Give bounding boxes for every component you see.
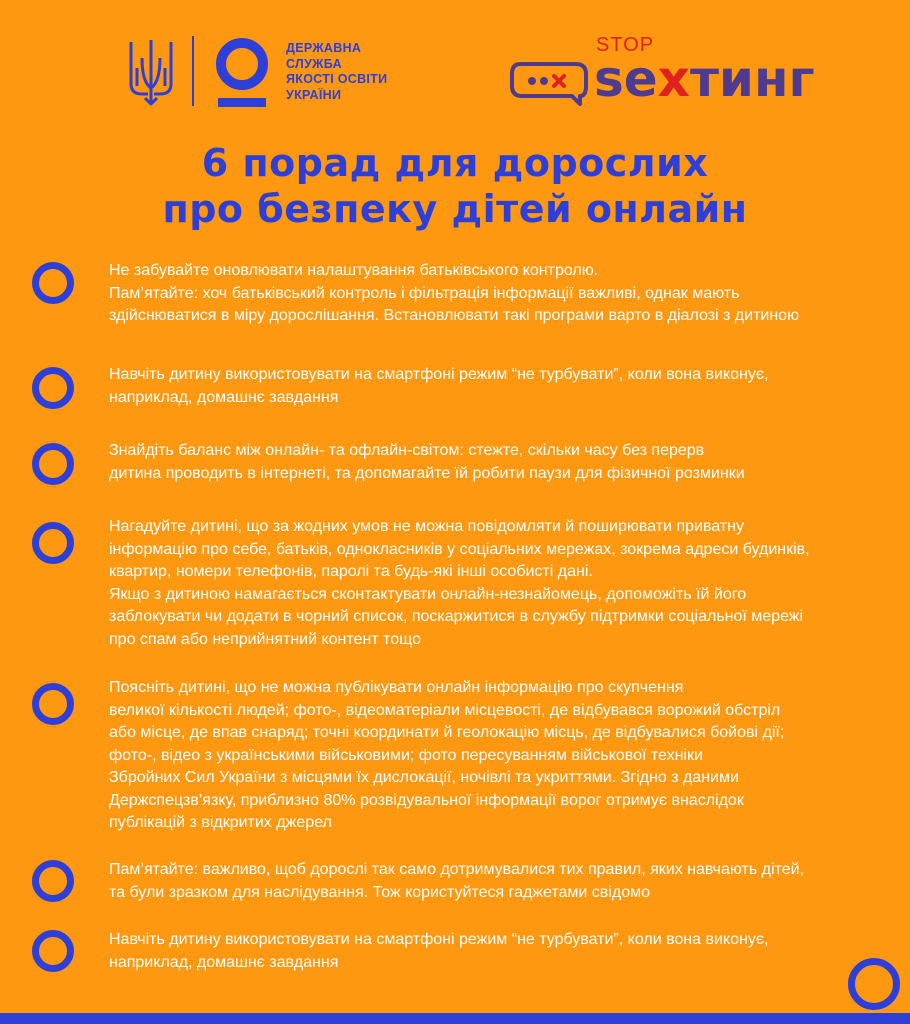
tip-line: дитина проводить в інтернеті, та допомагайте їй робити паузи для фізичної розминки <box>109 464 745 482</box>
tip-text <box>109 440 889 485</box>
title-line: 6 порад для дорослих <box>201 141 709 185</box>
header <box>0 0 910 125</box>
tip-line: наприклад, домашнє завдання <box>109 388 339 406</box>
tip-line: публікацій з відкритих джерел <box>109 814 332 831</box>
bullet-ring-icon <box>32 522 74 564</box>
tip-line: Навчіть дитину використовувати на смартфоні режим “не турбувати”, коли вона виконує, <box>109 931 769 948</box>
tip-line: або місце, де впав снаряд; точні координати й геолокацію місць, де відбувалися бойові дії; <box>109 724 785 741</box>
tip-line: Поясніть дитині, що не можна публікувати онлайн інформацію про скупчення <box>109 679 684 696</box>
tip-text <box>109 859 889 904</box>
page-title <box>0 140 910 232</box>
tip-line: Держспецзв’язку, приблизно 80% розвідувальної інформації ворог отримує внаслідок <box>109 791 744 809</box>
sexting-suffix: тинг <box>689 50 815 108</box>
tip-line: Нагадуйте дитині, що за жодних умов не можна повідомляти й поширювати приватну <box>109 518 744 535</box>
tip-line: квартир, номери телефонів, паролі та будь-які інші особисті дані. <box>109 563 593 580</box>
bullet-ring-icon <box>32 930 74 972</box>
bullet-ring-icon <box>32 683 74 725</box>
org-name-line: СЛУЖБА <box>286 56 342 71</box>
bullet-ring-icon <box>32 262 74 304</box>
org-name-line: ДЕРЖАВНА <box>286 41 362 55</box>
tip-line: Збройних Сил України з місцями їх дислокації, ночівлі та укриттями. Згідно з даними <box>109 769 739 786</box>
tip-text <box>109 677 889 835</box>
tip-line: заблокувати чи додати в чорний список, поскаржитися в службу підтримки соціальної мережі <box>109 608 804 625</box>
tip-text <box>109 260 889 328</box>
tip-line: Пам’ятайте: хоч батьківський контроль і фільтрація інформації важливі, однак мають <box>109 284 740 302</box>
corner-ring-icon <box>848 958 900 1010</box>
tip-text <box>109 516 889 651</box>
tip-line: Навчіть дитину використовувати на смартфоні режим “не турбувати”, коли вона виконує, <box>109 366 769 383</box>
sexting-x: x <box>657 50 690 108</box>
tip-line: Знайдіть баланс між онлайн- та офлайн-світом: стежте, скільки часу без перерв <box>109 442 705 459</box>
org-name-line: УКРАЇНИ <box>286 87 342 102</box>
org-name <box>286 41 416 103</box>
logo-divider <box>192 36 194 106</box>
tip-line: та були зразком для наслідування. Тож користуйтеся гаджетами свідомо <box>109 883 650 901</box>
tip-line: про спам або неприйнятний контент тощо <box>109 630 421 648</box>
bullet-ring-icon <box>32 443 74 485</box>
tip-line: великої кількості людей; фото-, відеоматеріали місцевості, де відбувався ворожий обстріл <box>109 701 781 719</box>
trident-emblem-icon <box>128 38 174 106</box>
bullet-ring-icon <box>32 860 74 902</box>
bottom-bar <box>0 1013 910 1024</box>
tip-text <box>109 364 889 409</box>
org-name-line: ЯКОСТІ ОСВІТИ <box>286 72 388 86</box>
tip-line: Якщо з дитиною намагається сконтактувати онлайн-незнайомець, допоможіть їй його <box>109 585 747 603</box>
tip-line: Не забувайте оновлювати налаштування батьківського контролю. <box>109 262 599 279</box>
tip-text <box>109 929 889 974</box>
sexting-wordmark <box>594 50 815 108</box>
title-line: про безпеку дітей онлайн <box>162 187 748 231</box>
tip-line: інформацію про себе, батьків, однокласників у соціальних мережах, зокрема адреси будинків, <box>109 540 810 558</box>
sexting-prefix: se <box>594 50 658 108</box>
tip-line: наприклад, домашнє завдання <box>109 953 339 971</box>
dsyo-logo-icon <box>214 36 270 108</box>
tip-line: Пам’ятайте: важливо, щоб дорослі так само дотримувалися тих правил, яких навчають дітей, <box>109 861 804 878</box>
stop-label: STOP <box>596 34 655 56</box>
tip-line: фото-, відео з українськими військовими; фото пересуванням військової техніки <box>109 746 703 764</box>
tip-line: здійснюватися в міру дорослішання. Встановлювати такі програми варто в діалозі з дитиною <box>109 307 800 324</box>
bullet-ring-icon <box>32 367 74 409</box>
